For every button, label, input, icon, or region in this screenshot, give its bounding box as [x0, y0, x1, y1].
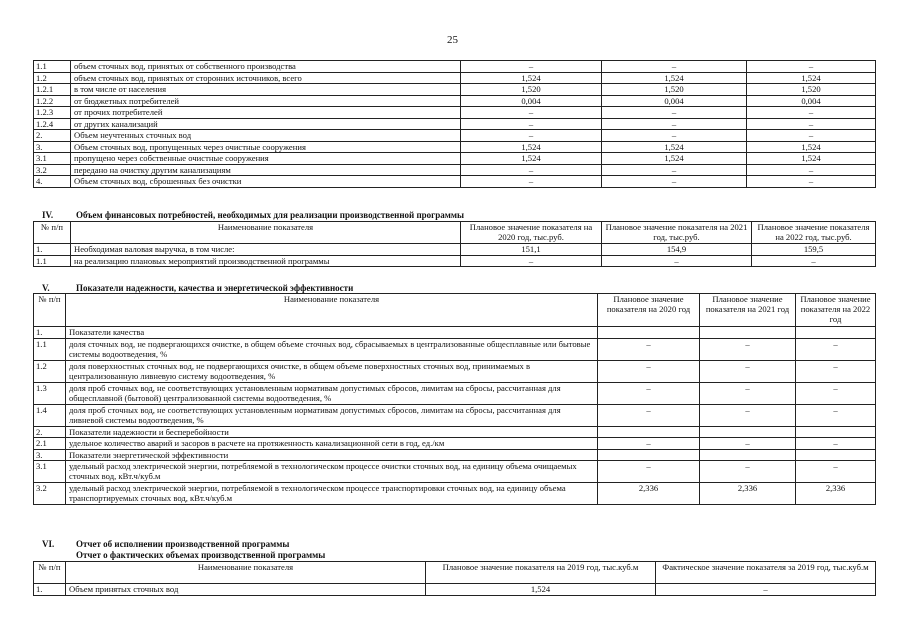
table-row [34, 426, 876, 438]
table-row [34, 176, 876, 188]
row-value-v3 [796, 426, 876, 438]
row-value-v3: – [796, 382, 876, 404]
row-value-v2: – [602, 107, 747, 119]
row-name: удельное количество аварий и засоров в расчете на протяженность канализационной сети в год, ед./км [66, 438, 598, 450]
header-name: Наименование показателя [66, 562, 426, 584]
reliability-indicators-table [33, 293, 876, 505]
row-value-v1: 0,004 [461, 95, 602, 107]
row-value-v2: 0,004 [602, 95, 747, 107]
row-value-v3 [796, 449, 876, 461]
row-name: Объем принятых сточных вод [66, 584, 426, 596]
row-value-v1: – [598, 404, 700, 426]
row-value-v1: 1,524 [461, 141, 602, 153]
row-value-v3: 0,004 [747, 95, 876, 107]
row-name: на реализацию плановых мероприятий производственной программы [71, 255, 461, 267]
row-number: 4. [34, 176, 71, 188]
row-number: 1.1 [34, 255, 71, 267]
row-value-v1: 1,520 [461, 84, 602, 96]
header-col-2020: Плановое значение показателя на 2020 год, тыс.руб. [461, 222, 602, 244]
row-number: 2.1 [34, 438, 66, 450]
row-value-v2: – [700, 438, 796, 450]
row-number: 1.2.2 [34, 95, 71, 107]
row-number: 1. [34, 327, 66, 339]
row-value-v2: 154,9 [602, 244, 752, 256]
section-6-subheading: Отчет о фактических объемах производственной программы [76, 550, 326, 560]
header-col-2021: Плановое значение показателя на 2021 год, тыс.руб. [602, 222, 752, 244]
section-title: Объем финансовых потребностей, необходимых для реализации производственной программы [76, 210, 465, 220]
row-value-v1: – [598, 382, 700, 404]
row-value-v1: – [461, 61, 602, 73]
row-number: 1.2.1 [34, 84, 71, 96]
row-value-v1: 1,524 [461, 72, 602, 84]
row-number: 3. [34, 449, 66, 461]
row-number: 3. [34, 141, 71, 153]
row-value-v3: 2,336 [796, 483, 876, 505]
row-value-v3: – [796, 404, 876, 426]
section-number: V. [42, 283, 50, 293]
row-number: 2. [34, 426, 66, 438]
row-value-v1: 1,524 [426, 584, 656, 596]
row-name: от других канализаций [71, 118, 461, 130]
table-row [34, 404, 876, 426]
row-number: 3.2 [34, 483, 66, 505]
row-number: 1.4 [34, 404, 66, 426]
row-number: 3.2 [34, 164, 71, 176]
row-value-v1: 2,336 [598, 483, 700, 505]
row-value-v2: – [700, 360, 796, 382]
row-number: 1.3 [34, 382, 66, 404]
section-number: VI. [42, 539, 55, 549]
row-value-v1: – [461, 164, 602, 176]
row-name: доля сточных вод, не подвергающихся очистке, в общем объеме сточных вод, сбрасываемых в централизованные общесплавные или бытовые системы водоотведения, % [66, 338, 598, 360]
row-value-v2 [700, 426, 796, 438]
row-value-v2 [700, 449, 796, 461]
row-value-v1: – [598, 461, 700, 483]
row-number: 1. [34, 244, 71, 256]
table-header-row [34, 562, 876, 584]
row-value-v3: – [747, 176, 876, 188]
header-name: Наименование показателя [71, 222, 461, 244]
row-value-v3: – [747, 164, 876, 176]
row-value-v2: – [602, 118, 747, 130]
table-row [34, 141, 876, 153]
row-name: пропущено через собственные очистные сооружения [71, 153, 461, 165]
table-row [34, 164, 876, 176]
row-number: 1.1 [34, 61, 71, 73]
row-value-v3: – [747, 130, 876, 142]
header-num: № п/п [34, 222, 71, 244]
row-value-v1 [598, 327, 700, 339]
row-name: доля поверхностных сточных вод, не подвергающихся очистке, в общем объеме поверхностных сточных вод, принимаемых в централизованную ливневую систему водоотведения, % [66, 360, 598, 382]
table-row [34, 255, 876, 267]
row-value-v2: 1,524 [602, 72, 747, 84]
table-header-row [34, 222, 876, 244]
row-value-v1: – [461, 176, 602, 188]
row-value-v2: 2,336 [700, 483, 796, 505]
row-value-v2: – [700, 338, 796, 360]
section-6-heading [42, 539, 289, 549]
header-col-2020: Плановое значение показателя на 2020 год [598, 294, 700, 327]
row-value-v3: 1,524 [747, 141, 876, 153]
row-value-v2: – [602, 255, 752, 267]
row-value-v2: – [602, 164, 747, 176]
row-value-v3: – [752, 255, 876, 267]
row-value-v2: – [656, 584, 876, 596]
row-number: 2. [34, 130, 71, 142]
row-number: 1.2 [34, 72, 71, 84]
row-value-v2: 1,524 [602, 141, 747, 153]
row-name: Объем сточных вод, сброшенных без очистки [71, 176, 461, 188]
table-row [34, 584, 876, 596]
row-name: Показатели энергетической эффективности [66, 449, 598, 461]
row-value-v1: 1,524 [461, 153, 602, 165]
row-name: Показатели качества [66, 327, 598, 339]
row-value-v1: 151,1 [461, 244, 602, 256]
table-row [34, 438, 876, 450]
table-row [34, 153, 876, 165]
table-row [34, 327, 876, 339]
table-row [34, 130, 876, 142]
table-row [34, 360, 876, 382]
section-number: IV. [42, 210, 54, 220]
section-4-heading [42, 210, 464, 220]
actual-volumes-table [33, 561, 876, 596]
table-row [34, 461, 876, 483]
row-value-v1: – [461, 118, 602, 130]
header-col-2022: Плановое значение показателя на 2022 год [796, 294, 876, 327]
row-value-v2: 1,520 [602, 84, 747, 96]
row-name: Объем сточных вод, пропущенных через очистные сооружения [71, 141, 461, 153]
row-number: 1.2.3 [34, 107, 71, 119]
row-name: в том числе от населения [71, 84, 461, 96]
table-row [34, 118, 876, 130]
row-value-v2: 1,524 [602, 153, 747, 165]
row-value-v3: – [796, 438, 876, 450]
section-5-heading [42, 283, 353, 293]
row-value-v1: – [598, 338, 700, 360]
header-col-fact-2019: Фактическое значение показателя за 2019 год, тыс.куб.м [656, 562, 876, 584]
row-name: удельный расход электрической энергии, потребляемой в технологическом процессе очистки сточных вод, на единицу объема очищаемых сточных вод, кВт.ч/куб.м [66, 461, 598, 483]
row-name: доля проб сточных вод, не соответствующих установленным нормативам допустимых сбросов, лимитам на сбросы, рассчитанная для общесплавной (бытовой) централизованной системы водоотведения, % [66, 382, 598, 404]
row-name: Объем неучтенных сточных вод [71, 130, 461, 142]
table-header-row [34, 294, 876, 327]
table-row [34, 95, 876, 107]
row-value-v1 [598, 449, 700, 461]
row-value-v2: – [700, 404, 796, 426]
table-row [34, 449, 876, 461]
row-number: 3.1 [34, 461, 66, 483]
table-row [34, 338, 876, 360]
row-value-v2: – [602, 61, 747, 73]
row-value-v3: – [747, 107, 876, 119]
row-number: 1.2.4 [34, 118, 71, 130]
table-row [34, 107, 876, 119]
table-row [34, 483, 876, 505]
row-name: от прочих потребителей [71, 107, 461, 119]
section-title: Отчет об исполнении производственной программы [76, 539, 290, 549]
row-value-v3: 1,524 [747, 153, 876, 165]
wastewater-volume-table [33, 60, 876, 188]
header-col-2022: Плановое значение показателя на 2022 год, тыс.руб. [752, 222, 876, 244]
header-num: № п/п [34, 562, 66, 584]
row-name: объем сточных вод, принятых от собственного производства [71, 61, 461, 73]
row-name: удельный расход электрической энергии, потребляемой в технологическом процессе транспортировки сточных вод, на единицу объема транспортируемых сточных вод, кВт.ч/куб.м [66, 483, 598, 505]
table-row [34, 382, 876, 404]
row-value-v3: 159,5 [752, 244, 876, 256]
table-row [34, 244, 876, 256]
table-row [34, 72, 876, 84]
table-row [34, 61, 876, 73]
row-name: Показатели надежности и бесперебойности [66, 426, 598, 438]
row-number: 1.1 [34, 338, 66, 360]
row-name: объем сточных вод, принятых от сторонних источников, всего [71, 72, 461, 84]
row-value-v1 [598, 426, 700, 438]
row-value-v3: 1,520 [747, 84, 876, 96]
row-value-v3: – [747, 118, 876, 130]
header-name: Наименование показателя [66, 294, 598, 327]
row-value-v3: – [796, 360, 876, 382]
row-value-v2 [700, 327, 796, 339]
row-value-v3 [796, 327, 876, 339]
header-col-plan-2019: Плановое значение показателя на 2019 год, тыс.куб.м [426, 562, 656, 584]
row-value-v3: – [796, 461, 876, 483]
row-name: передано на очистку другим канализациям [71, 164, 461, 176]
row-value-v3: – [796, 338, 876, 360]
header-col-2021: Плановое значение показателя на 2021 год [700, 294, 796, 327]
page-number: 25 [447, 34, 458, 46]
row-name: Необходимая валовая выручка, в том числе: [71, 244, 461, 256]
row-name: от бюджетных потребителей [71, 95, 461, 107]
row-name: доля проб сточных вод, не соответствующих установленным нормативам допустимых сбросов, лимитам на сбросы, рассчитанная для ливневой системы водоотведения, % [66, 404, 598, 426]
row-value-v1: – [598, 438, 700, 450]
row-value-v1: – [461, 130, 602, 142]
row-value-v1: – [461, 107, 602, 119]
row-value-v1: – [461, 255, 602, 267]
row-value-v1: – [598, 360, 700, 382]
row-value-v2: – [602, 176, 747, 188]
row-number: 1.2 [34, 360, 66, 382]
row-value-v2: – [602, 130, 747, 142]
table-row [34, 84, 876, 96]
row-number: 3.1 [34, 153, 71, 165]
row-number: 1. [34, 584, 66, 596]
row-value-v3: 1,524 [747, 72, 876, 84]
row-value-v2: – [700, 461, 796, 483]
row-value-v2: – [700, 382, 796, 404]
section-title: Показатели надежности, качества и энергетической эффективности [76, 283, 354, 293]
header-num: № п/п [34, 294, 66, 327]
row-value-v3: – [747, 61, 876, 73]
financial-needs-table [33, 221, 876, 267]
